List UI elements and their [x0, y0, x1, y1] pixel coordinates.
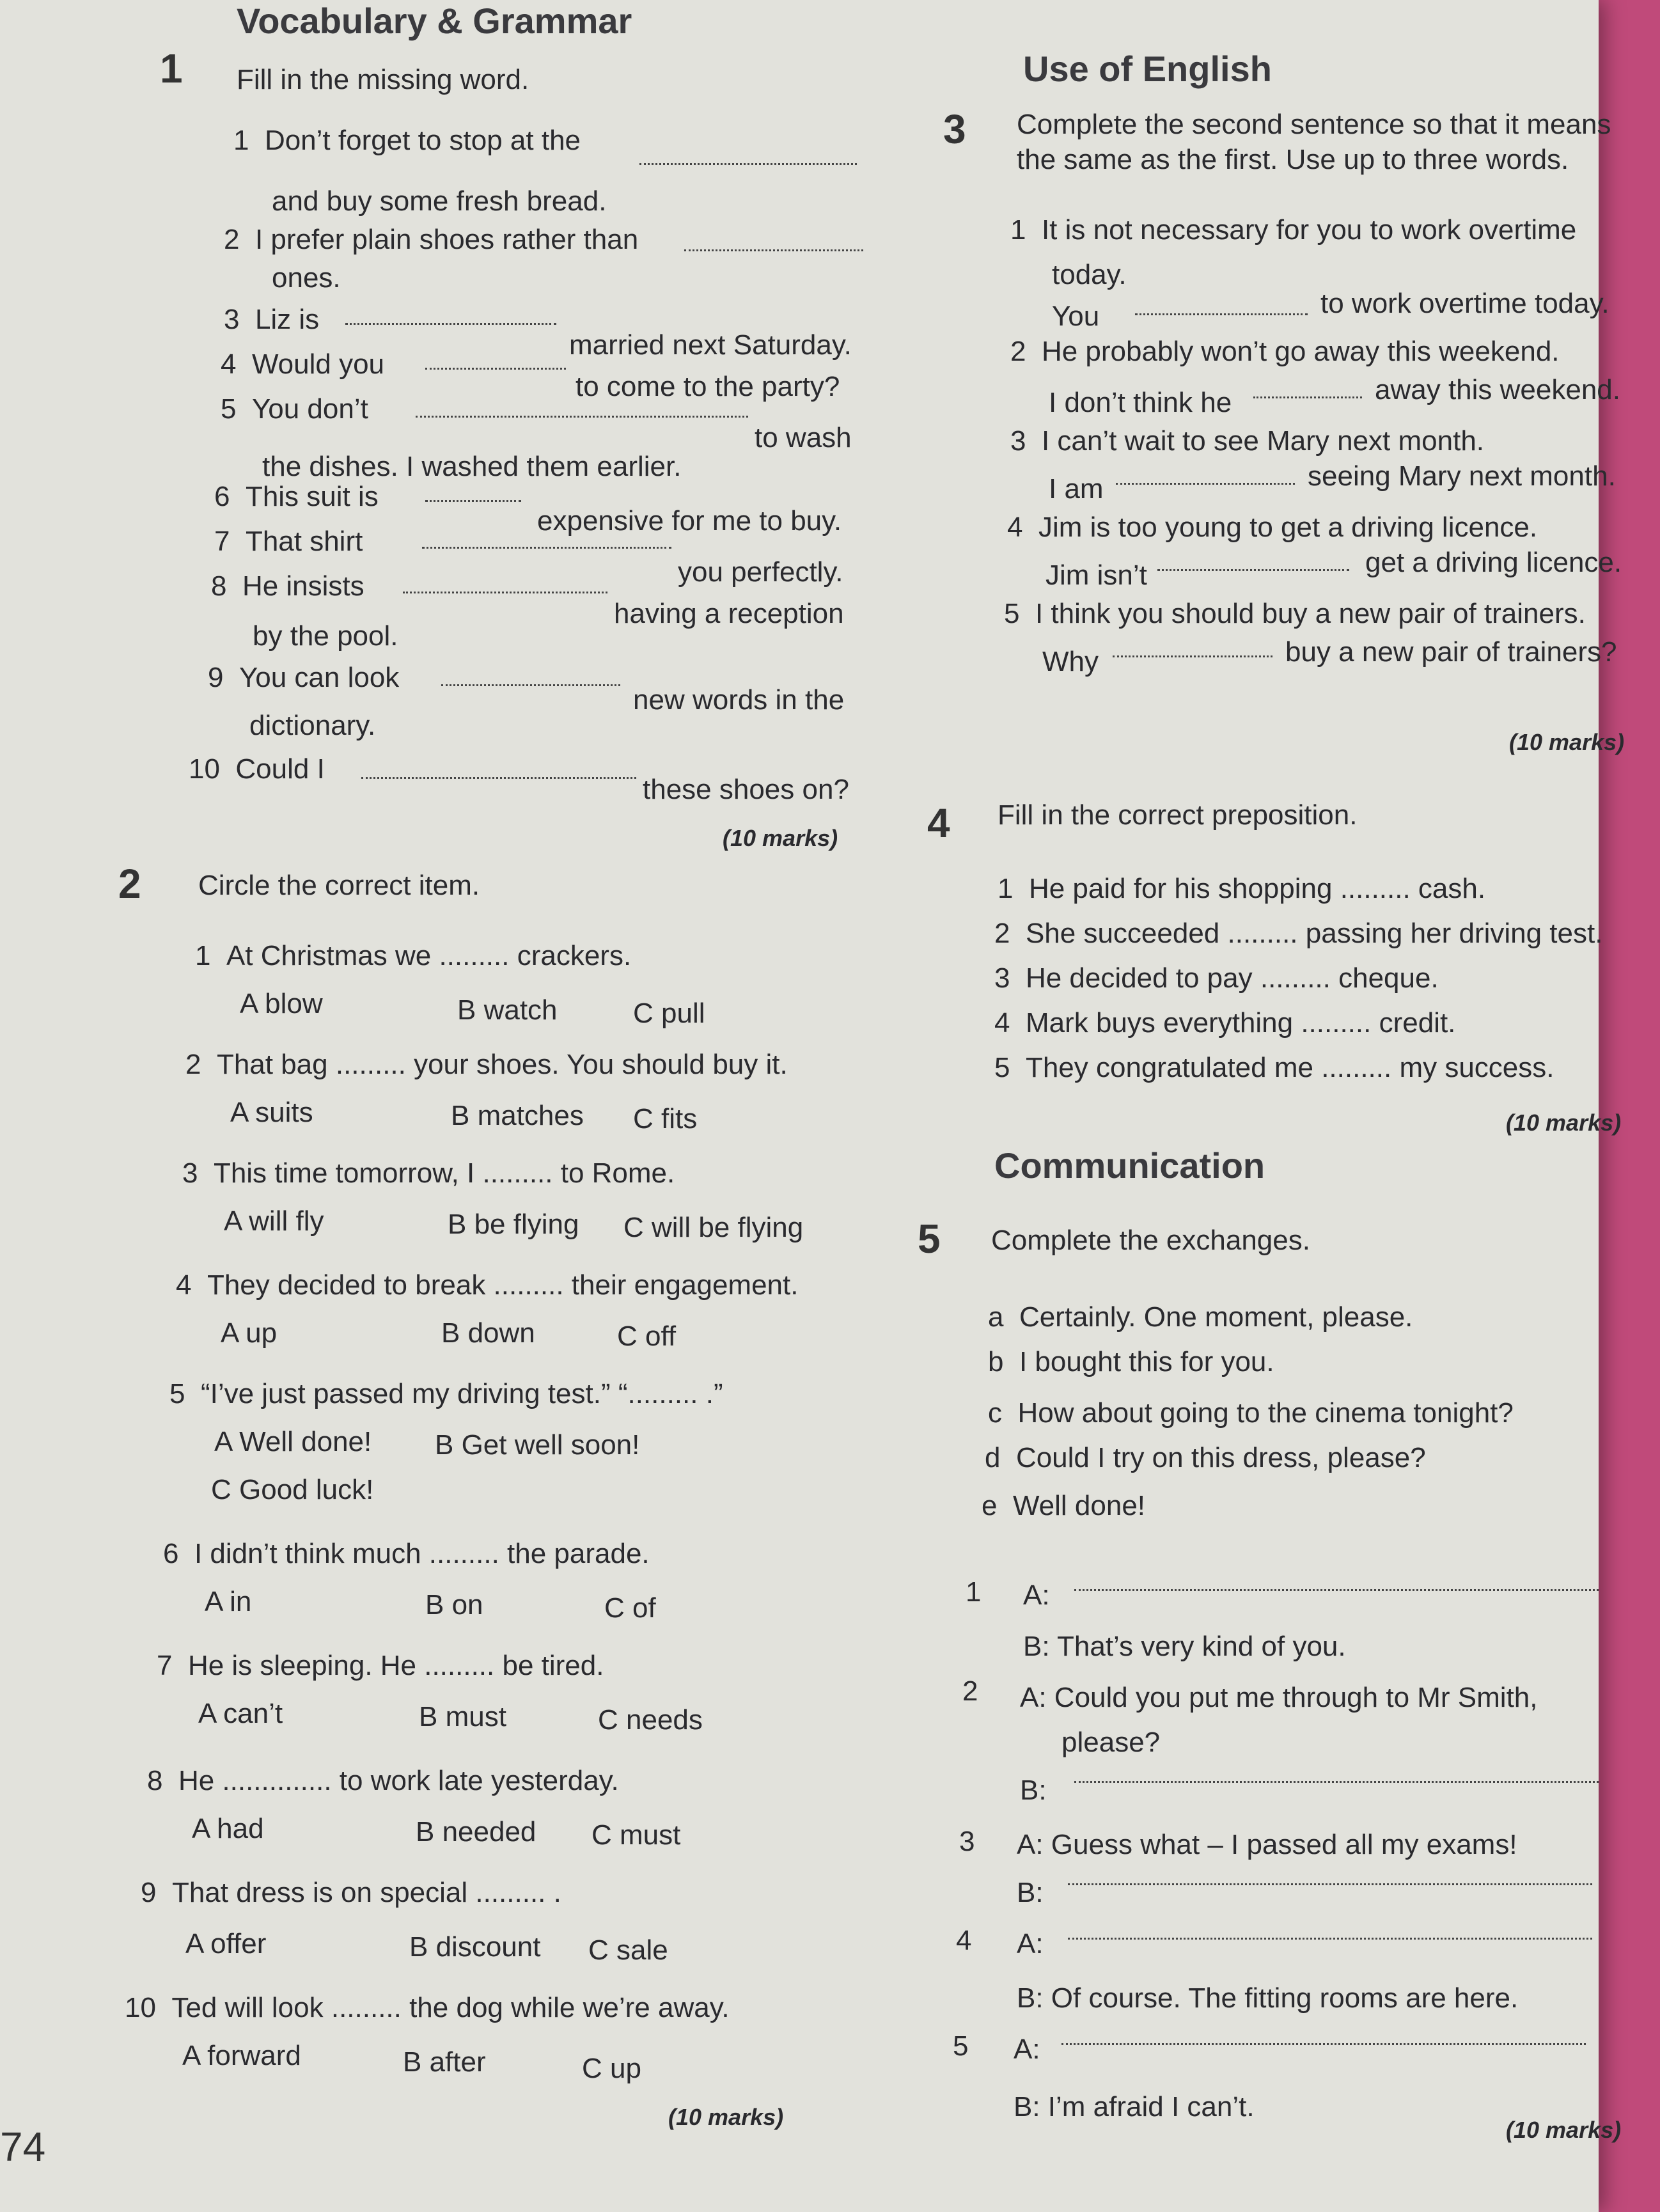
answer-blank[interactable]: [416, 409, 748, 421]
option-item: a Certainly. One moment, please.: [988, 1301, 1413, 1333]
option-b[interactable]: B after: [403, 2046, 486, 2078]
rewrite-end: get a driving licence.: [1365, 547, 1622, 578]
list-item-continued: to come to the party?: [576, 371, 840, 402]
exercise-instruction: Circle the correct item.: [198, 870, 480, 901]
exercise-number: 3: [943, 106, 966, 152]
dialogue-number: 5: [953, 2030, 969, 2062]
rewrite-end: seeing Mary next month.: [1308, 460, 1616, 492]
list-item: 3 Liz is: [224, 304, 320, 335]
list-item-continued: the dishes. I washed them earlier.: [262, 451, 682, 482]
section-title-use-of-english: Use of English: [1023, 49, 1272, 89]
option-a[interactable]: A blow: [240, 988, 323, 1019]
marks-label: (10 marks): [1506, 2117, 1622, 2143]
list-item: 2 I prefer plain shoes rather than: [224, 224, 639, 255]
answer-blank[interactable]: [1253, 390, 1362, 402]
list-item: 4 Mark buys everything ......... credit.: [994, 1007, 1456, 1039]
list-item: 4 Would you: [221, 349, 385, 380]
list-item-continued: and buy some fresh bread.: [272, 185, 607, 217]
dialogue-line-b: B: That’s very kind of you.: [1023, 1631, 1346, 1662]
option-b[interactable]: B discount: [409, 1931, 541, 1963]
rewrite-end: away this weekend.: [1375, 374, 1620, 405]
option-c[interactable]: C sale: [588, 1934, 668, 1966]
dialogue-line-b: B:: [1017, 1877, 1044, 1908]
answer-blank[interactable]: [1157, 563, 1349, 574]
option-b[interactable]: B needed: [416, 1816, 536, 1847]
dialogue-line-a: A:: [1017, 1928, 1044, 1959]
list-item: 1 Don’t forget to stop at the: [233, 125, 581, 156]
dialogue-line-a-continued: please?: [1061, 1727, 1161, 1758]
option-b[interactable]: B matches: [451, 1100, 584, 1131]
question: 9 That dress is on special ......... .: [141, 1877, 561, 1908]
list-item: 5 They congratulated me ......... my success.: [994, 1052, 1554, 1083]
list-item: 2 She succeeded ......... passing her driving test.: [994, 918, 1603, 949]
option-c[interactable]: C must: [591, 1819, 681, 1851]
option-a[interactable]: A will fly: [224, 1205, 324, 1237]
page-number: 74: [0, 2124, 46, 2170]
dialogue-number: 1: [966, 1576, 982, 1608]
answer-blank[interactable]: [1068, 1931, 1592, 1943]
list-item: 5 I think you should buy a new pair of trainers.: [1004, 598, 1586, 629]
marks-label: (10 marks): [1506, 1110, 1622, 1136]
exercise-number: 2: [118, 861, 141, 907]
list-item: 8 He insists: [211, 570, 364, 602]
question: 4 They decided to break ......... their engagement.: [176, 1269, 799, 1301]
rewrite-start: Jim isn’t: [1045, 560, 1147, 591]
option-b[interactable]: B down: [441, 1317, 535, 1349]
exercise-instruction: Fill in the correct preposition.: [998, 799, 1358, 831]
exercise-number: 1: [160, 45, 183, 91]
option-c[interactable]: C will be flying: [623, 1212, 804, 1243]
list-item: 9 You can look: [208, 662, 400, 693]
question: 6 I didn’t think much ......... the parade.: [163, 1538, 650, 1569]
list-item: 5 You don’t: [221, 393, 368, 425]
rewrite-start: I don’t think he: [1049, 387, 1232, 418]
answer-blank[interactable]: [425, 361, 566, 373]
exercise-number: 5: [918, 1216, 941, 1262]
option-item: c How about going to the cinema tonight?: [988, 1397, 1514, 1429]
rewrite-start: I am: [1049, 473, 1104, 505]
option-a[interactable]: A Well done!: [214, 1426, 372, 1457]
answer-blank[interactable]: [361, 771, 636, 782]
answer-blank[interactable]: [1116, 476, 1295, 488]
answer-blank[interactable]: [684, 243, 863, 255]
exercise-instruction: Complete the exchanges.: [991, 1225, 1310, 1256]
dialogue-line-a: A: Could you put me through to Mr Smith,: [1020, 1682, 1538, 1713]
marks-label: (10 marks): [668, 2104, 784, 2130]
list-item: 3 He decided to pay ......... cheque.: [994, 962, 1439, 994]
question: 7 He is sleeping. He ......... be tired.: [157, 1650, 604, 1681]
section-title-vocabulary: Vocabulary & Grammar: [237, 1, 632, 41]
option-a[interactable]: A offer: [185, 1928, 267, 1959]
option-b[interactable]: B must: [419, 1701, 506, 1732]
answer-blank[interactable]: [1074, 1775, 1599, 1786]
dialogue-line-a: A: Guess what – I passed all my exams!: [1017, 1829, 1517, 1860]
list-item: 1 He paid for his shopping ......... cash.: [998, 873, 1486, 904]
option-c[interactable]: C needs: [598, 1704, 703, 1736]
rewrite-start: You: [1052, 301, 1100, 332]
question: 8 He .............. to work late yesterday.: [147, 1765, 619, 1796]
option-b[interactable]: B be flying: [448, 1209, 579, 1240]
list-item-continued: married next Saturday.: [569, 329, 852, 361]
list-item-continued: to wash: [755, 422, 852, 453]
list-item: 2 He probably won’t go away this weekend.: [1010, 336, 1560, 367]
list-item-continued: dictionary.: [249, 710, 376, 741]
list-item-continued: new words in the: [633, 684, 845, 716]
answer-blank[interactable]: [403, 585, 607, 597]
rewrite-start: Why: [1042, 646, 1099, 677]
dialogue-number: 2: [962, 1675, 978, 1707]
rewrite-end: buy a new pair of trainers?: [1285, 636, 1617, 668]
option-c[interactable]: C of: [604, 1592, 656, 1624]
answer-blank[interactable]: [1074, 1583, 1599, 1594]
option-item: b I bought this for you.: [988, 1346, 1274, 1377]
rewrite-end: to work overtime today.: [1320, 288, 1609, 319]
exercise-instruction: Fill in the missing word.: [237, 64, 529, 95]
dialogue-number: 4: [956, 1925, 972, 1956]
list-item: 1 It is not necessary for you to work overtime: [1010, 214, 1577, 246]
list-item: 10 Could I: [189, 753, 325, 785]
list-item-continued: today.: [1052, 259, 1127, 290]
answer-blank[interactable]: [425, 494, 521, 505]
option-c[interactable]: C fits: [633, 1103, 698, 1134]
option-a[interactable]: A suits: [230, 1097, 313, 1128]
dialogue-line-b: B: I’m afraid I can’t.: [1014, 2091, 1255, 2122]
option-b[interactable]: B watch: [457, 994, 558, 1026]
answer-blank[interactable]: [422, 540, 671, 552]
answer-blank[interactable]: [639, 157, 857, 168]
option-a[interactable]: A forward: [182, 2040, 301, 2071]
dialogue-line-b: B: Of course. The fitting rooms are here.: [1017, 1982, 1519, 2014]
option-item: d Could I try on this dress, please?: [985, 1442, 1426, 1473]
option-item: e Well done!: [982, 1490, 1146, 1521]
option-a[interactable]: A in: [205, 1586, 252, 1617]
list-item-continued: having a reception: [614, 598, 844, 629]
marks-label: (10 marks): [723, 825, 838, 851]
marks-label: (10 marks): [1509, 729, 1625, 755]
option-a[interactable]: A up: [221, 1317, 278, 1349]
list-item: 7 That shirt: [214, 526, 363, 557]
section-title-communication: Communication: [994, 1145, 1265, 1186]
exercise-instruction: the same as the first. Use up to three words.: [1017, 144, 1569, 175]
question: 3 This time tomorrow, I ......... to Rome.: [182, 1157, 675, 1189]
answer-blank[interactable]: [1113, 649, 1272, 661]
question: 5 “I’ve just passed my driving test.” “......... .”: [169, 1378, 723, 1409]
list-item-continued: you perfectly.: [678, 556, 843, 588]
question: 10 Ted will look ......... the dog while we’re away.: [125, 1992, 730, 2023]
option-b[interactable]: B Get well soon!: [435, 1429, 640, 1461]
answer-blank[interactable]: [1068, 1877, 1592, 1888]
answer-blank[interactable]: [345, 317, 556, 328]
option-b[interactable]: B on: [425, 1589, 483, 1620]
list-item-continued: these shoes on?: [643, 774, 849, 805]
answer-blank[interactable]: [441, 678, 620, 689]
exercise-instruction: Complete the second sentence so that it means: [1017, 109, 1611, 140]
option-a[interactable]: A had: [192, 1813, 264, 1844]
question: 2 That bag ......... your shoes. You should buy it.: [185, 1049, 788, 1080]
list-item: 6 This suit is: [214, 481, 379, 512]
answer-blank[interactable]: [1135, 307, 1308, 318]
list-item-continued: by the pool.: [253, 620, 398, 652]
dialogue-line-a: A:: [1023, 1580, 1050, 1611]
option-a[interactable]: A can’t: [198, 1698, 283, 1729]
option-c[interactable]: C up: [582, 2053, 641, 2084]
dialogue-line-a: A:: [1014, 2034, 1040, 2065]
list-item-continued: ones.: [272, 262, 341, 294]
question: 1 At Christmas we ......... crackers.: [195, 940, 632, 971]
answer-blank[interactable]: [1061, 2037, 1586, 2048]
exercise-number: 4: [927, 800, 950, 846]
option-c[interactable]: C pull: [633, 998, 705, 1029]
dialogue-line-b: B:: [1020, 1775, 1047, 1806]
list-item-continued: expensive for me to buy.: [537, 505, 842, 537]
option-c[interactable]: C off: [617, 1321, 677, 1352]
list-item: 3 I can’t wait to see Mary next month.: [1010, 425, 1485, 457]
dialogue-number: 3: [959, 1826, 975, 1857]
option-c[interactable]: C Good luck!: [211, 1474, 374, 1505]
list-item: 4 Jim is too young to get a driving licence.: [1007, 512, 1538, 543]
